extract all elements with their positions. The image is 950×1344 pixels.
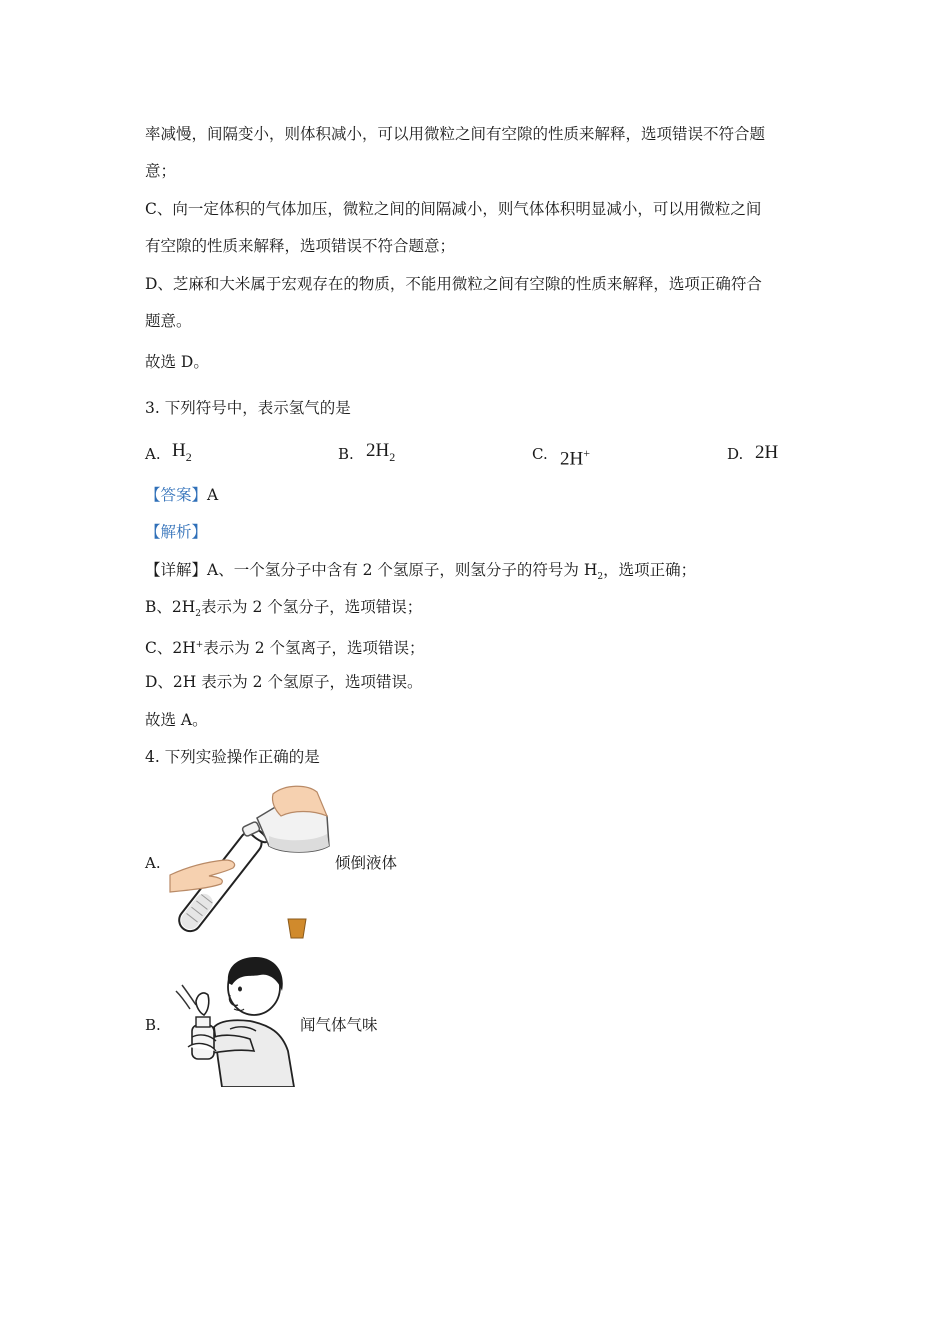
q3-detail-b: B、$2H_2$表示为 2 个氢分子，选项错误； <box>145 598 423 620</box>
q3-option-d-formula: 2H <box>755 442 779 463</box>
q3-option-a-letter: A. <box>145 445 161 463</box>
q3-conclusion: 故选 A。 <box>145 711 208 729</box>
q3-analysis-tag: 【解析】 <box>145 523 208 541</box>
smelling-gas-illustration <box>170 955 300 1087</box>
q3-option-a-formula: $H_2$ <box>172 440 192 464</box>
prev-c-line-2: 有空隙的性质来解释，选项错误不符合题意； <box>145 237 456 255</box>
q3-option-b-formula: $2H_2$ <box>366 440 396 464</box>
q3-option-c-formula: 2H+ <box>560 446 591 470</box>
prev-d-line-2: 题意。 <box>145 312 192 330</box>
detail-tag: 【详解】 <box>145 561 208 579</box>
q4-stem: 4. 下列实验操作正确的是 <box>145 748 320 766</box>
prev-d-line-1: D、芝麻和大米属于宏观存在的物质，不能用微粒之间有空隙的性质来解释，选项正确符合 <box>145 275 762 293</box>
q3-detail-c: C、2H+表示为 2 个氢离子，选项错误； <box>145 639 425 658</box>
answer-tag: 【答案】 <box>145 486 208 504</box>
q4-option-a-letter: A. <box>145 854 161 872</box>
q3-detail-a: 【详解】A、一个氢分子中含有 2 个氢原子，则氢分子的符号为 $H_2$，选项正确； <box>145 561 697 583</box>
stopper-icon <box>287 918 307 940</box>
prev-c-line-1: C、向一定体积的气体加压，微粒之间的间隔减小，则气体体积明显减小，可以用微粒之间 <box>145 200 762 218</box>
pouring-liquid-illustration <box>165 780 340 945</box>
prev-line-2: 意； <box>145 162 177 180</box>
q3-option-d-letter: D. <box>727 445 744 463</box>
q3-option-c-letter: C. <box>532 445 548 463</box>
q4-option-a-caption: 倾倒液体 <box>335 854 398 872</box>
q3-answer <box>145 485 218 505</box>
q3-detail-d: D、2H 表示为 2 个氢原子，选项错误。 <box>145 673 423 691</box>
q3-option-b-letter: B. <box>338 445 354 463</box>
prev-line-1: 率减慢，间隔变小，则体积减小，可以用微粒之间有空隙的性质来解释，选项错误不符合题 <box>145 125 766 143</box>
q3-stem: 3. 下列符号中，表示氢气的是 <box>145 399 351 417</box>
q4-option-b-caption: 闻气体气味 <box>300 1016 378 1034</box>
prev-conclusion: 故选 D。 <box>145 353 209 371</box>
q4-option-b-letter: B. <box>145 1016 161 1034</box>
answer-value: A <box>207 486 219 504</box>
